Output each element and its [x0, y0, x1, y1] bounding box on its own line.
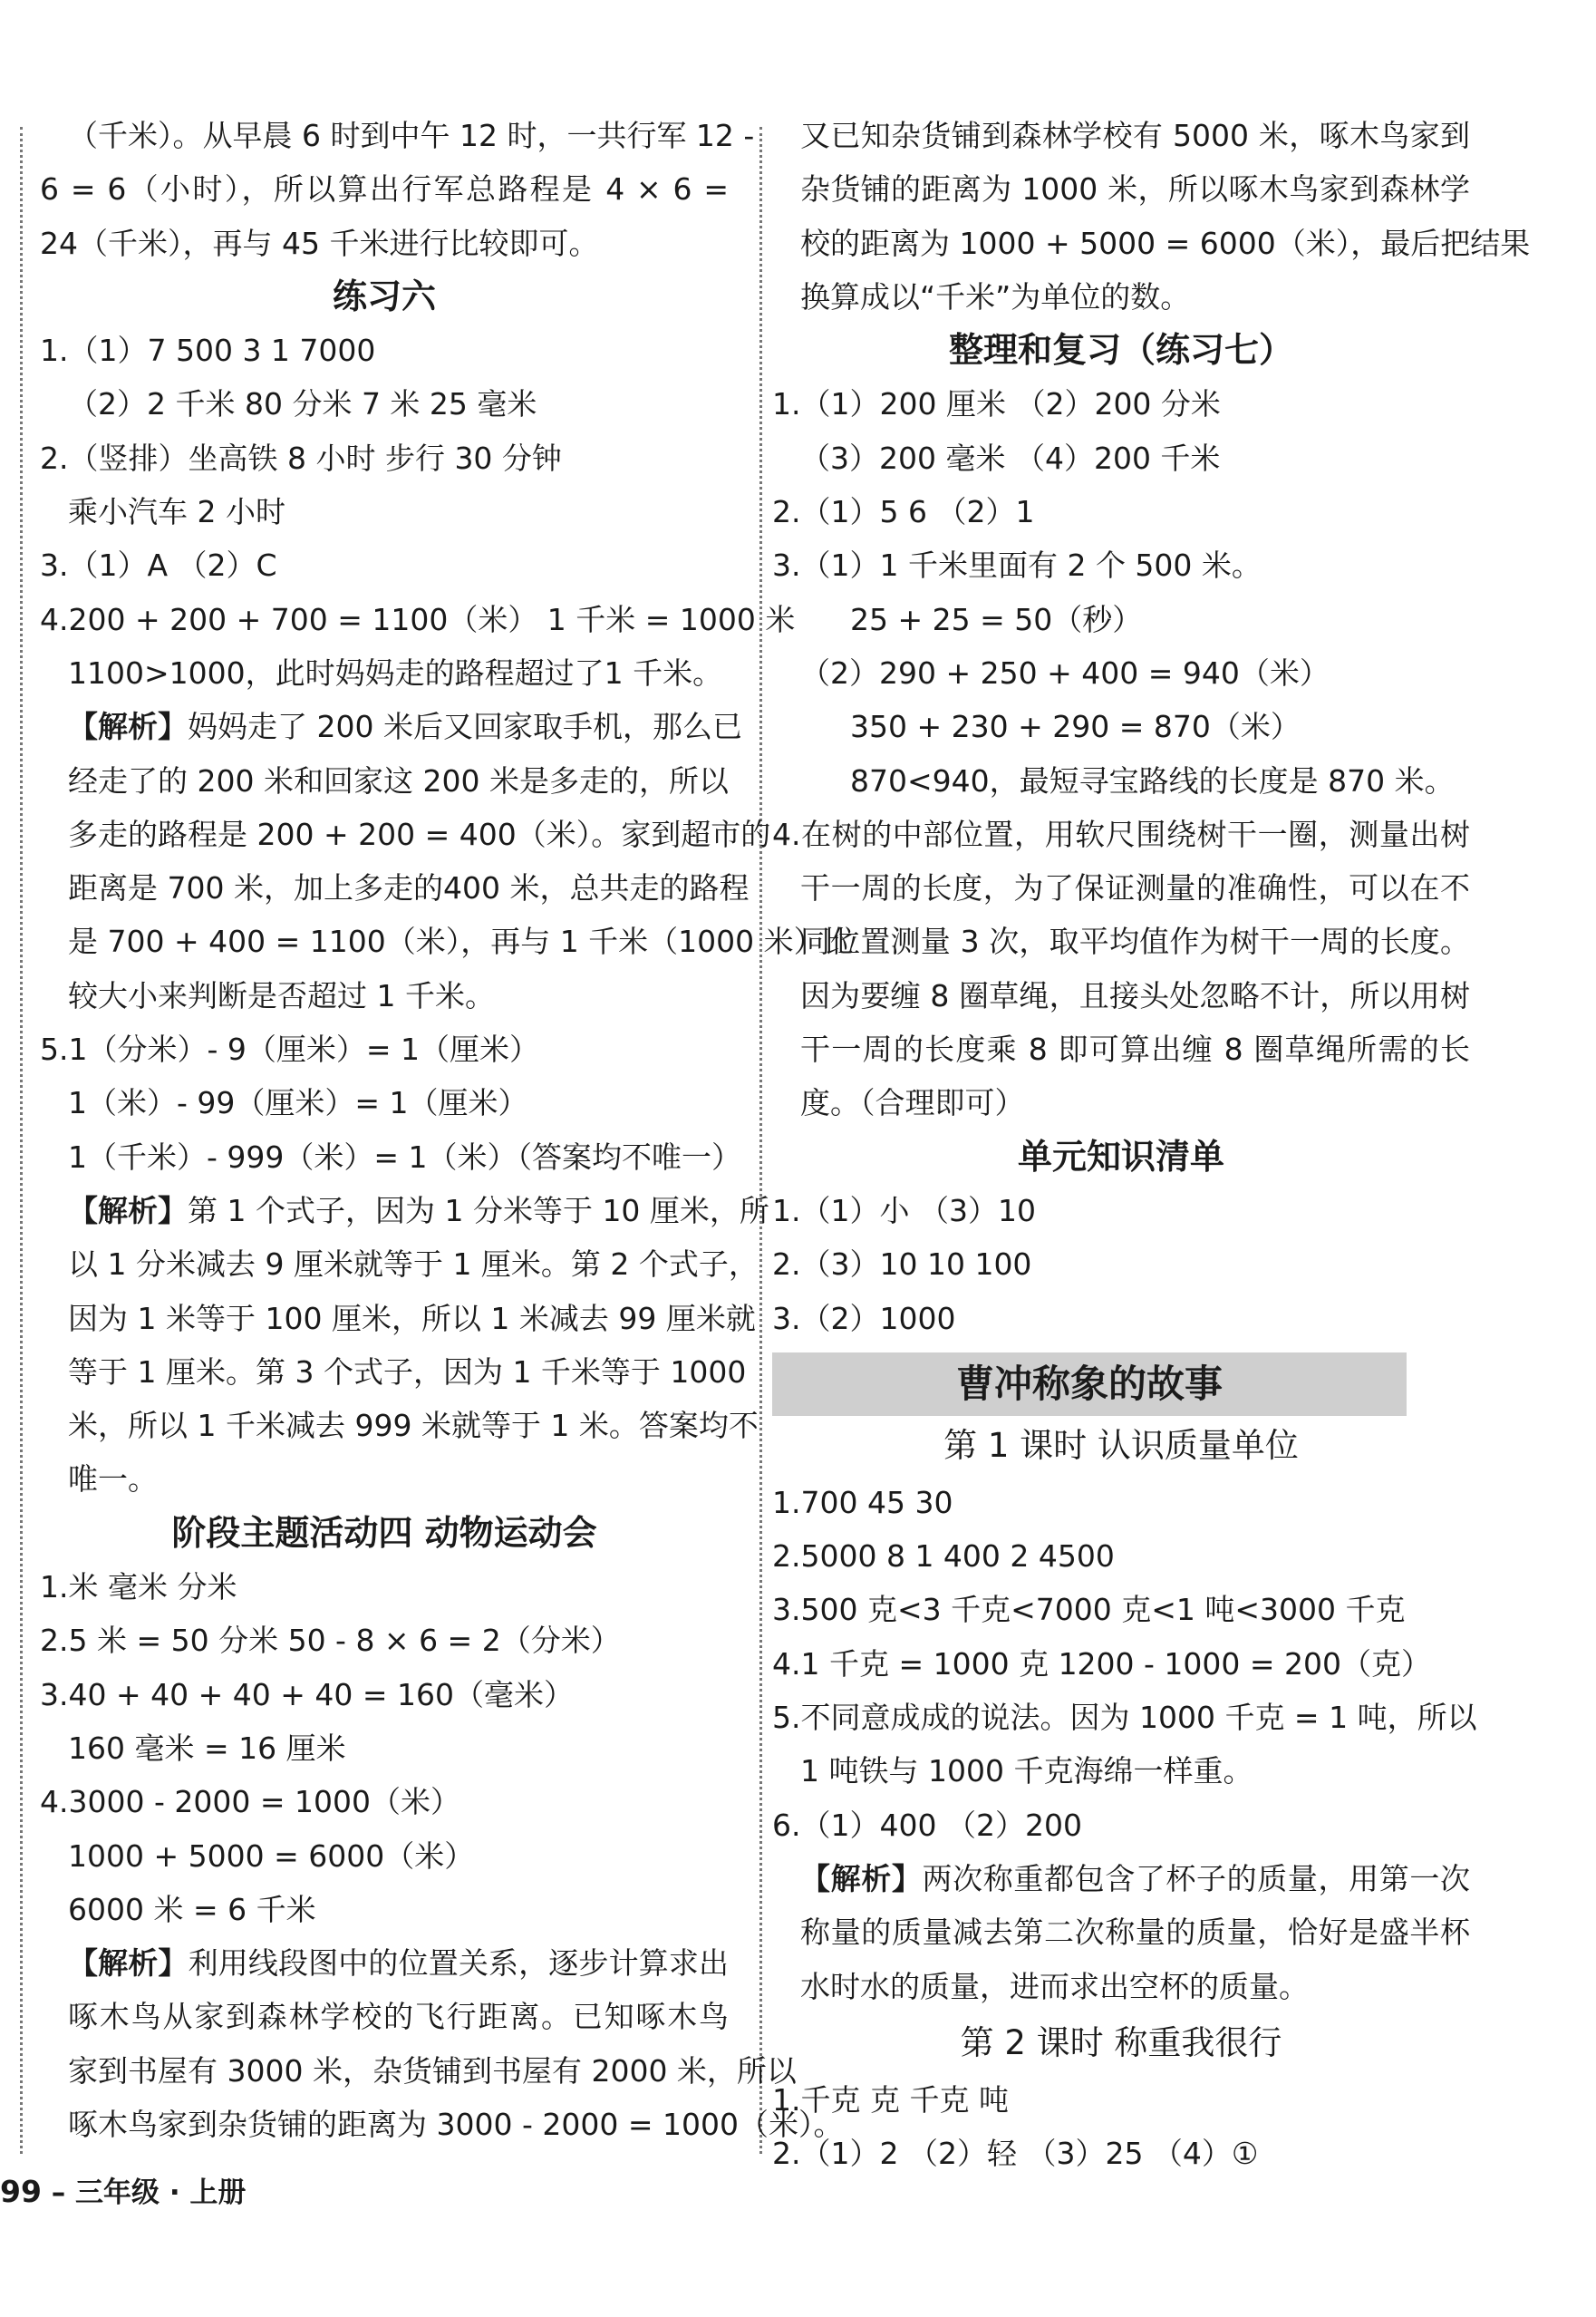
answer-line: 1000 + 5000 = 6000（米）	[68, 1837, 475, 1874]
answer-line: 2.（3）10 10 100	[772, 1246, 1032, 1283]
analysis-line: 经走了的 200 米和回家这 200 米是多走的，所以	[68, 762, 729, 799]
answer-line: 350 + 230 + 290 = 870（米）	[850, 709, 1301, 745]
intro-line: 6 = 6（小时），所以算出行军总路程是 4 × 6 =	[40, 171, 729, 208]
analysis-line: 称量的质量减去第二次称量的质量，恰好是盛半杯	[800, 1915, 1470, 1951]
analysis-line: 等于 1 厘米。第 3 个式子，因为 1 千米等于 1000	[68, 1353, 747, 1390]
analysis-line: 以 1 分米减去 9 厘米就等于 1 厘米。第 2 个式子，	[68, 1246, 759, 1283]
left-margin-rule	[20, 127, 23, 2154]
answer-line: 同位置测量 3 次，取平均值作为树干一周的长度。	[800, 924, 1470, 960]
analysis-line: 啄木鸟家到杂货铺的距离为 3000 - 2000 = 1000（米）。	[68, 2106, 844, 2142]
analysis-line	[40, 1936, 729, 1990]
answer-line: 1.米 毫米 分米	[40, 1569, 237, 1605]
answer-line: （2）290 + 250 + 400 = 940（米）	[800, 654, 1330, 691]
analysis-line: 较大小来判断是否超过 1 千米。	[68, 977, 495, 1013]
continued-line: 又已知杂货铺到森林学校有 5000 米，啄木鸟家到	[800, 118, 1470, 153]
section-title-review: 整理和复习（练习七）	[948, 330, 1293, 371]
analysis-text: 妈妈走了 200 米后又回家取手机，那么已	[188, 709, 742, 745]
section-title-exercise-6: 练习六	[332, 276, 436, 316]
answer-line: 1.700 45 30	[772, 1484, 953, 1520]
answer-line: 干一周的长度，为了保证测量的准确性，可以在不	[800, 870, 1470, 906]
answer-line: 5.不同意成成的说法。因为 1000 千克 = 1 吨，所以	[772, 1700, 1477, 1736]
answer-line: 3.（1）A （2）C	[40, 548, 277, 584]
analysis-line	[772, 1852, 1470, 1905]
analysis-text: 两次称重都包含了杯子的质量，用第一次	[922, 1860, 1471, 1896]
answer-line: 3.（2）1000	[772, 1300, 956, 1336]
answer-line: 1.（1）小 （3）10	[772, 1192, 1036, 1228]
left-column	[40, 109, 854, 2151]
answer-line: 6.（1）400 （2）200	[772, 1807, 1082, 1843]
answer-line: 1.（1）200 厘米 （2）200 分米	[772, 386, 1221, 422]
analysis-line	[40, 1184, 769, 1237]
answer-line: 1（米）- 99（厘米）= 1（厘米）	[68, 1085, 528, 1121]
answer-line: 1（千米）- 999（米）= 1（米）（答案均不唯一）	[68, 1139, 742, 1175]
analysis-tag: 【解析】	[68, 1192, 188, 1228]
answer-line: 2.（1）2 （2）轻 （3）25 （4）①	[772, 2136, 1259, 2172]
continued-line: 换算成以“千米”为单位的数。	[800, 278, 1191, 315]
section-title-unit-checklist: 单元知识清单	[1017, 1136, 1224, 1177]
page-footer	[0, 2169, 246, 2210]
answer-line: 5.1（分米）- 9（厘米）= 1（厘米）	[40, 1032, 540, 1068]
analysis-tag: 【解析】	[68, 1945, 189, 1982]
analysis-line: 啄木鸟从家到森林学校的飞行距离。已知啄木鸟	[68, 1999, 729, 2035]
answer-line: （2）2 千米 80 分米 7 米 25 毫米	[68, 386, 537, 422]
answer-line: 2.5 米 = 50 分米 50 - 8 × 6 = 2（分米）	[40, 1623, 621, 1659]
column-divider	[759, 127, 762, 2154]
analysis-line: 多走的路程是 200 + 200 = 400（米）。家到超市的	[68, 816, 771, 852]
analysis-line: 水时水的质量，进而求出空杯的质量。	[800, 1968, 1309, 2004]
answer-line: 1.（1）7 500 3 1 7000	[40, 333, 376, 369]
lesson-2-title: 第 2 课时 称重我很行	[960, 2022, 1282, 2062]
answer-line: 160 毫米 = 16 厘米	[68, 1730, 346, 1766]
analysis-text: 利用线段图中的位置关系，逐步计算求出	[188, 1945, 730, 1982]
analysis-line: 是 700 + 400 = 1100（米），再与 1 千米（1000 米）比	[68, 924, 854, 960]
answer-line: 3.500 克<3 千克<7000 克<1 吨<3000 千克	[772, 1592, 1406, 1628]
intro-line: （千米）。从早晨 6 时到中午 12 时，一共行军 12 -	[68, 118, 755, 153]
continued-line: 校的距离为 1000 + 5000 = 6000（米），最后把结果	[800, 225, 1531, 261]
analysis-text: 第 1 个式子，因为 1 分米等于 10 厘米，所	[188, 1192, 769, 1228]
answer-line: 3.（1）1 千米里面有 2 个 500 米。	[772, 548, 1262, 584]
analysis-tag: 【解析】	[68, 709, 188, 745]
answer-line: 乘小汽车 2 小时	[68, 494, 285, 530]
answer-line: 因为要缠 8 圈草绳，且接头处忽略不计，所以用树	[800, 977, 1470, 1013]
answer-line: 干一周的长度乘 8 即可算出缠 8 圈草绳所需的长	[800, 1032, 1470, 1068]
answer-line: 1 吨铁与 1000 千克海绵一样重。	[800, 1753, 1253, 1789]
answer-line: 25 + 25 = 50（秒）	[850, 601, 1143, 637]
footer-dash: –	[51, 2176, 66, 2209]
analysis-line: 距离是 700 米，加上多走的400 米，总共走的路程	[68, 870, 750, 906]
answer-line: 1100>1000，此时妈妈走的路程超过了1 千米。	[68, 654, 723, 691]
answer-line: （3）200 毫米 （4）200 千米	[800, 440, 1221, 476]
answer-line: 3.40 + 40 + 40 + 40 = 160（毫米）	[40, 1676, 574, 1712]
answer-line: 1.千克 克 千克 吨	[772, 2081, 1009, 2118]
analysis-line: 家到书屋有 3000 米，杂货铺到书屋有 2000 米，所以	[68, 2052, 797, 2089]
answer-line: 2.（竖排）坐高铁 8 小时 步行 30 分钟	[40, 440, 562, 476]
answer-line: 870<940，最短寻宝路线的长度是 870 米。	[850, 762, 1455, 799]
answer-line: 4.在树的中部位置，用软尺围绕树干一圈，测量出树	[772, 816, 1470, 852]
continued-line: 杂货铺的距离为 1000 米，所以啄木鸟家到森林学	[800, 171, 1470, 208]
analysis-line: 米，所以 1 千米减去 999 米就等于 1 米。答案均不	[68, 1408, 759, 1444]
right-column	[772, 109, 1531, 2180]
analysis-line	[40, 700, 742, 753]
analysis-tag: 【解析】	[800, 1860, 923, 1896]
answer-line: 4.3000 - 2000 = 1000（米）	[40, 1784, 460, 1820]
answer-line: 度。（合理即可）	[800, 1085, 1025, 1121]
answer-line: 6000 米 = 6 千米	[68, 1891, 316, 1927]
section-title-activity-4: 阶段主题活动四 动物运动会	[171, 1512, 597, 1553]
answer-line: 2.（1）5 6 （2）1	[772, 494, 1035, 530]
answer-line: 2.5000 8 1 400 2 4500	[772, 1538, 1115, 1575]
chapter-banner: 曹冲称象的故事	[772, 1352, 1407, 1416]
analysis-line: 唯一。	[68, 1461, 158, 1498]
answer-line: 4.1 千克 = 1000 克 1200 - 1000 = 200（克）	[772, 1645, 1432, 1682]
answer-line: 4.200 + 200 + 700 = 1100（米） 1 千米 = 1000 米	[40, 601, 796, 637]
page-number: 99	[0, 2174, 42, 2209]
grade-label: 三年级 · 上册	[75, 2176, 247, 2209]
intro-line: 24（千米），再与 45 千米进行比较即可。	[40, 225, 599, 261]
lesson-1-title: 第 1 课时 认识质量单位	[943, 1425, 1299, 1465]
analysis-line: 因为 1 米等于 100 厘米，所以 1 米减去 99 厘米就	[68, 1300, 756, 1336]
